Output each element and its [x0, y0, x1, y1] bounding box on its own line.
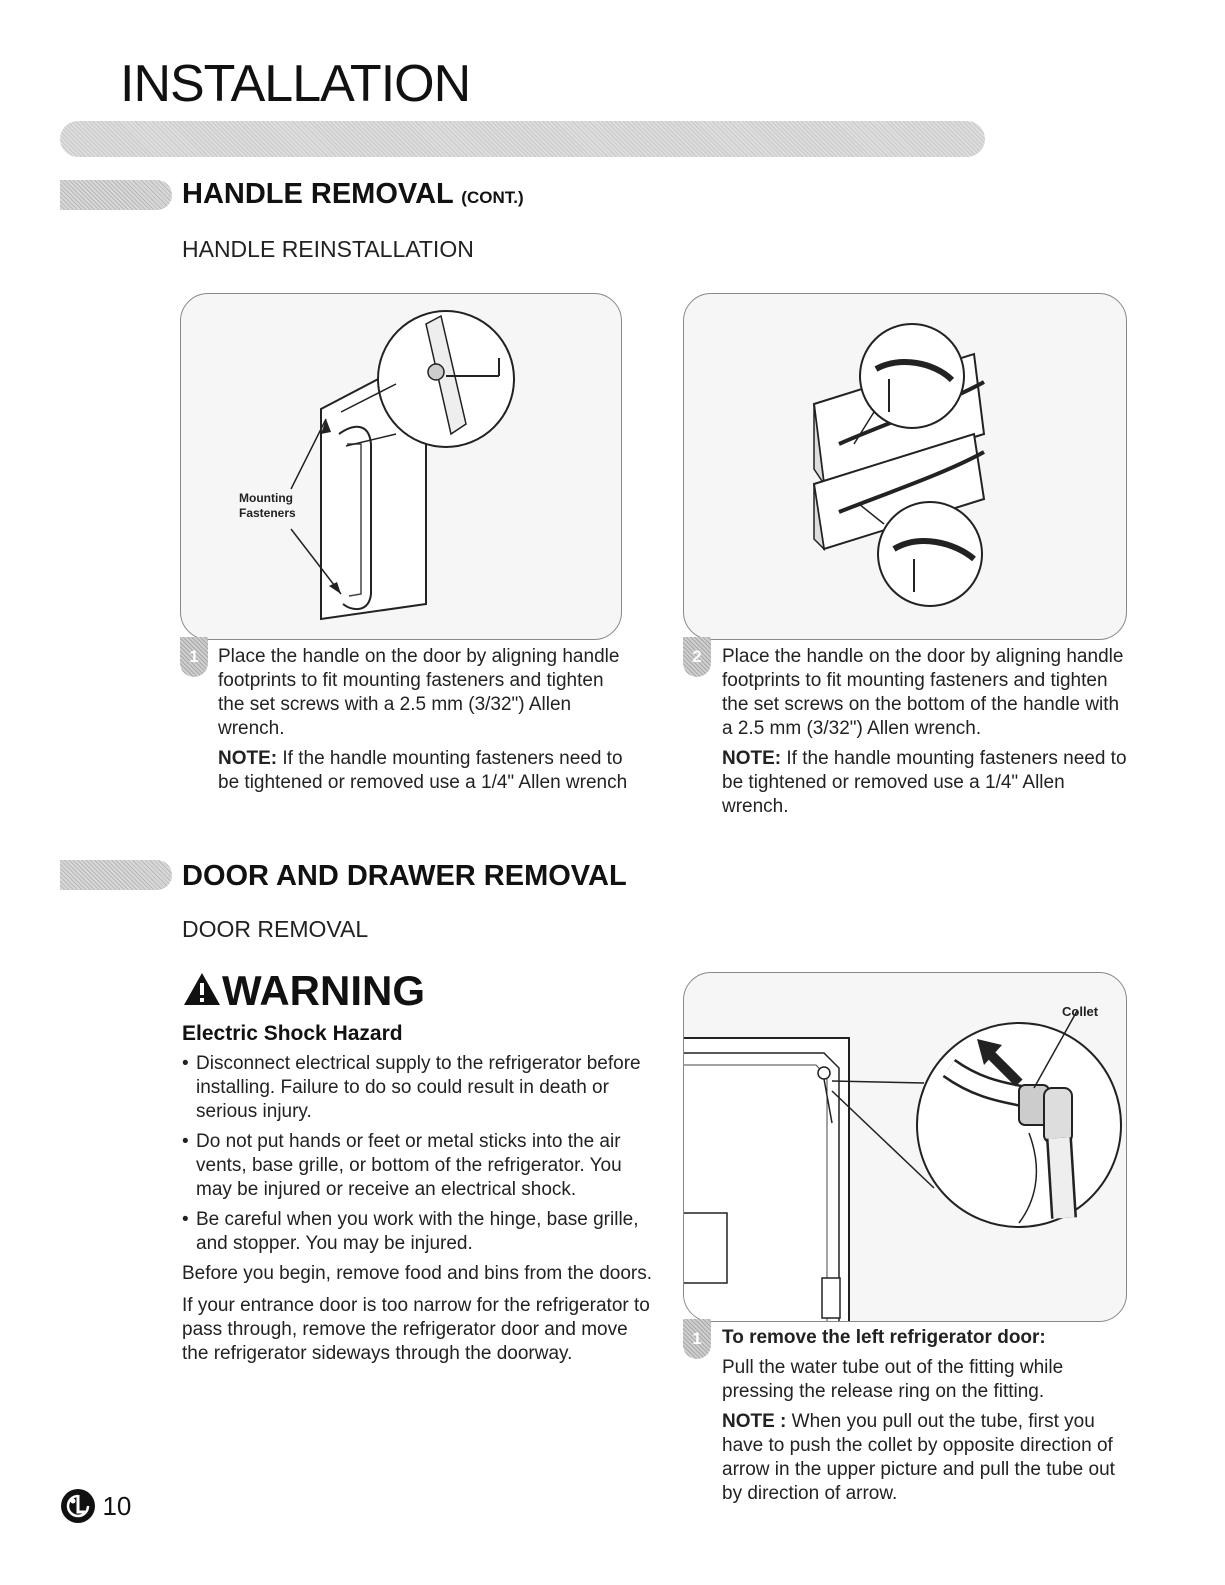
title-bar	[60, 121, 985, 157]
note-label: NOTE:	[218, 748, 278, 769]
warning-text	[182, 1052, 652, 1366]
warning-bullet: • Disconnect electrical supply to the refrigerator before installing. Failure to do so could result in death or serious injury.	[182, 1052, 652, 1124]
step-note	[722, 1410, 1127, 1506]
section-title-door-drawer-removal: DOOR AND DRAWER REMOVAL	[182, 860, 627, 892]
step-badge-1: 1	[683, 1319, 711, 1359]
figure-door-handle	[180, 293, 622, 640]
step-2-instructions	[722, 645, 1127, 825]
label-line2: Fasteners	[239, 506, 296, 520]
subtitle-handle-reinstallation: HANDLE REINSTALLATION	[182, 236, 474, 262]
warning-bullet: • Do not put hands or feet or metal sticks into the air vents, base grille, or bottom of the refrigerator. You may be injured or receive an electrical shock.	[182, 1130, 652, 1202]
step-1-instructions	[218, 645, 628, 801]
note-text: If the handle mounting fasteners need to be tightened or removed use a 1/4" Allen wrench.	[722, 748, 1127, 817]
paragraph-before-begin: Before you begin, remove food and bins from the doors.	[182, 1263, 652, 1284]
door-removal-step-1	[722, 1326, 1127, 1512]
step-2-note	[722, 747, 1127, 819]
warning-bullets	[182, 1052, 652, 1256]
page-title: INSTALLATION	[120, 55, 471, 113]
page-footer	[60, 1488, 131, 1524]
lg-logo-icon	[60, 1488, 96, 1524]
label-line1: Mounting	[239, 491, 293, 505]
section-title-text: HANDLE REMOVAL	[182, 178, 454, 210]
step-1-text: Place the handle on the door by aligning handle footprints to fit mounting fasteners and tighten the set screws with a 2.5 mm (3/32") Allen wrench.	[218, 646, 620, 739]
figure-water-tube	[683, 972, 1127, 1322]
note-text: If the handle mounting fasteners need to be tightened or removed use a 1/4" Allen wrench	[218, 748, 628, 793]
door-handle-illustration	[181, 294, 621, 639]
warning-title	[182, 967, 652, 1014]
warning-bullet: • Be careful when you work with the hinge, base grille, and stopper. You may be injured.	[182, 1208, 652, 1256]
step-2-text: Place the handle on the door by aligning handle footprints to fit mounting fasteners and tighten the set screws on the bottom of the handle with a 2.5 mm (3/32") Allen wrench.	[722, 646, 1124, 739]
water-tube-illustration	[684, 973, 1126, 1321]
section-title-handle-removal	[182, 180, 524, 209]
subtitle-door-removal: DOOR REMOVAL	[182, 916, 369, 942]
step-1-note	[218, 747, 628, 795]
note-label: NOTE :	[722, 1411, 787, 1432]
collet-label: Collet	[1062, 1004, 1099, 1019]
page-number: 10	[102, 1490, 132, 1521]
mounting-fasteners-label	[239, 491, 296, 521]
warning-subtitle: Electric Shock Hazard	[182, 1022, 403, 1045]
drawer-handle-illustration	[684, 294, 1126, 639]
section-title-suffix: (CONT.)	[461, 188, 524, 207]
warning-title-text: WARNING	[222, 967, 425, 1014]
warning-triangle-icon	[182, 971, 222, 1007]
section-marker	[60, 180, 172, 210]
warning-block	[182, 967, 652, 1366]
figure-drawer-handle	[683, 293, 1127, 640]
step-text: Pull the water tube out of the fitting while pressing the release ring on the fitting.	[722, 1357, 1064, 1402]
paragraph-narrow-door: If your entrance door is too narrow for the refrigerator to pass through, remove the refrigerator door and move the refrigerator sideways through the doorway.	[182, 1295, 650, 1364]
step-badge-1: 1	[180, 637, 208, 677]
note-label: NOTE:	[722, 748, 782, 769]
note-text: When you pull out the tube, first you have to push the collet by opposite direction of arrow in the upper picture and pull the tube out by direction of arrow.	[722, 1411, 1115, 1504]
step-badge-2: 2	[683, 637, 711, 677]
step-heading: To remove the left refrigerator door:	[722, 1327, 1046, 1348]
section-marker	[60, 860, 172, 890]
